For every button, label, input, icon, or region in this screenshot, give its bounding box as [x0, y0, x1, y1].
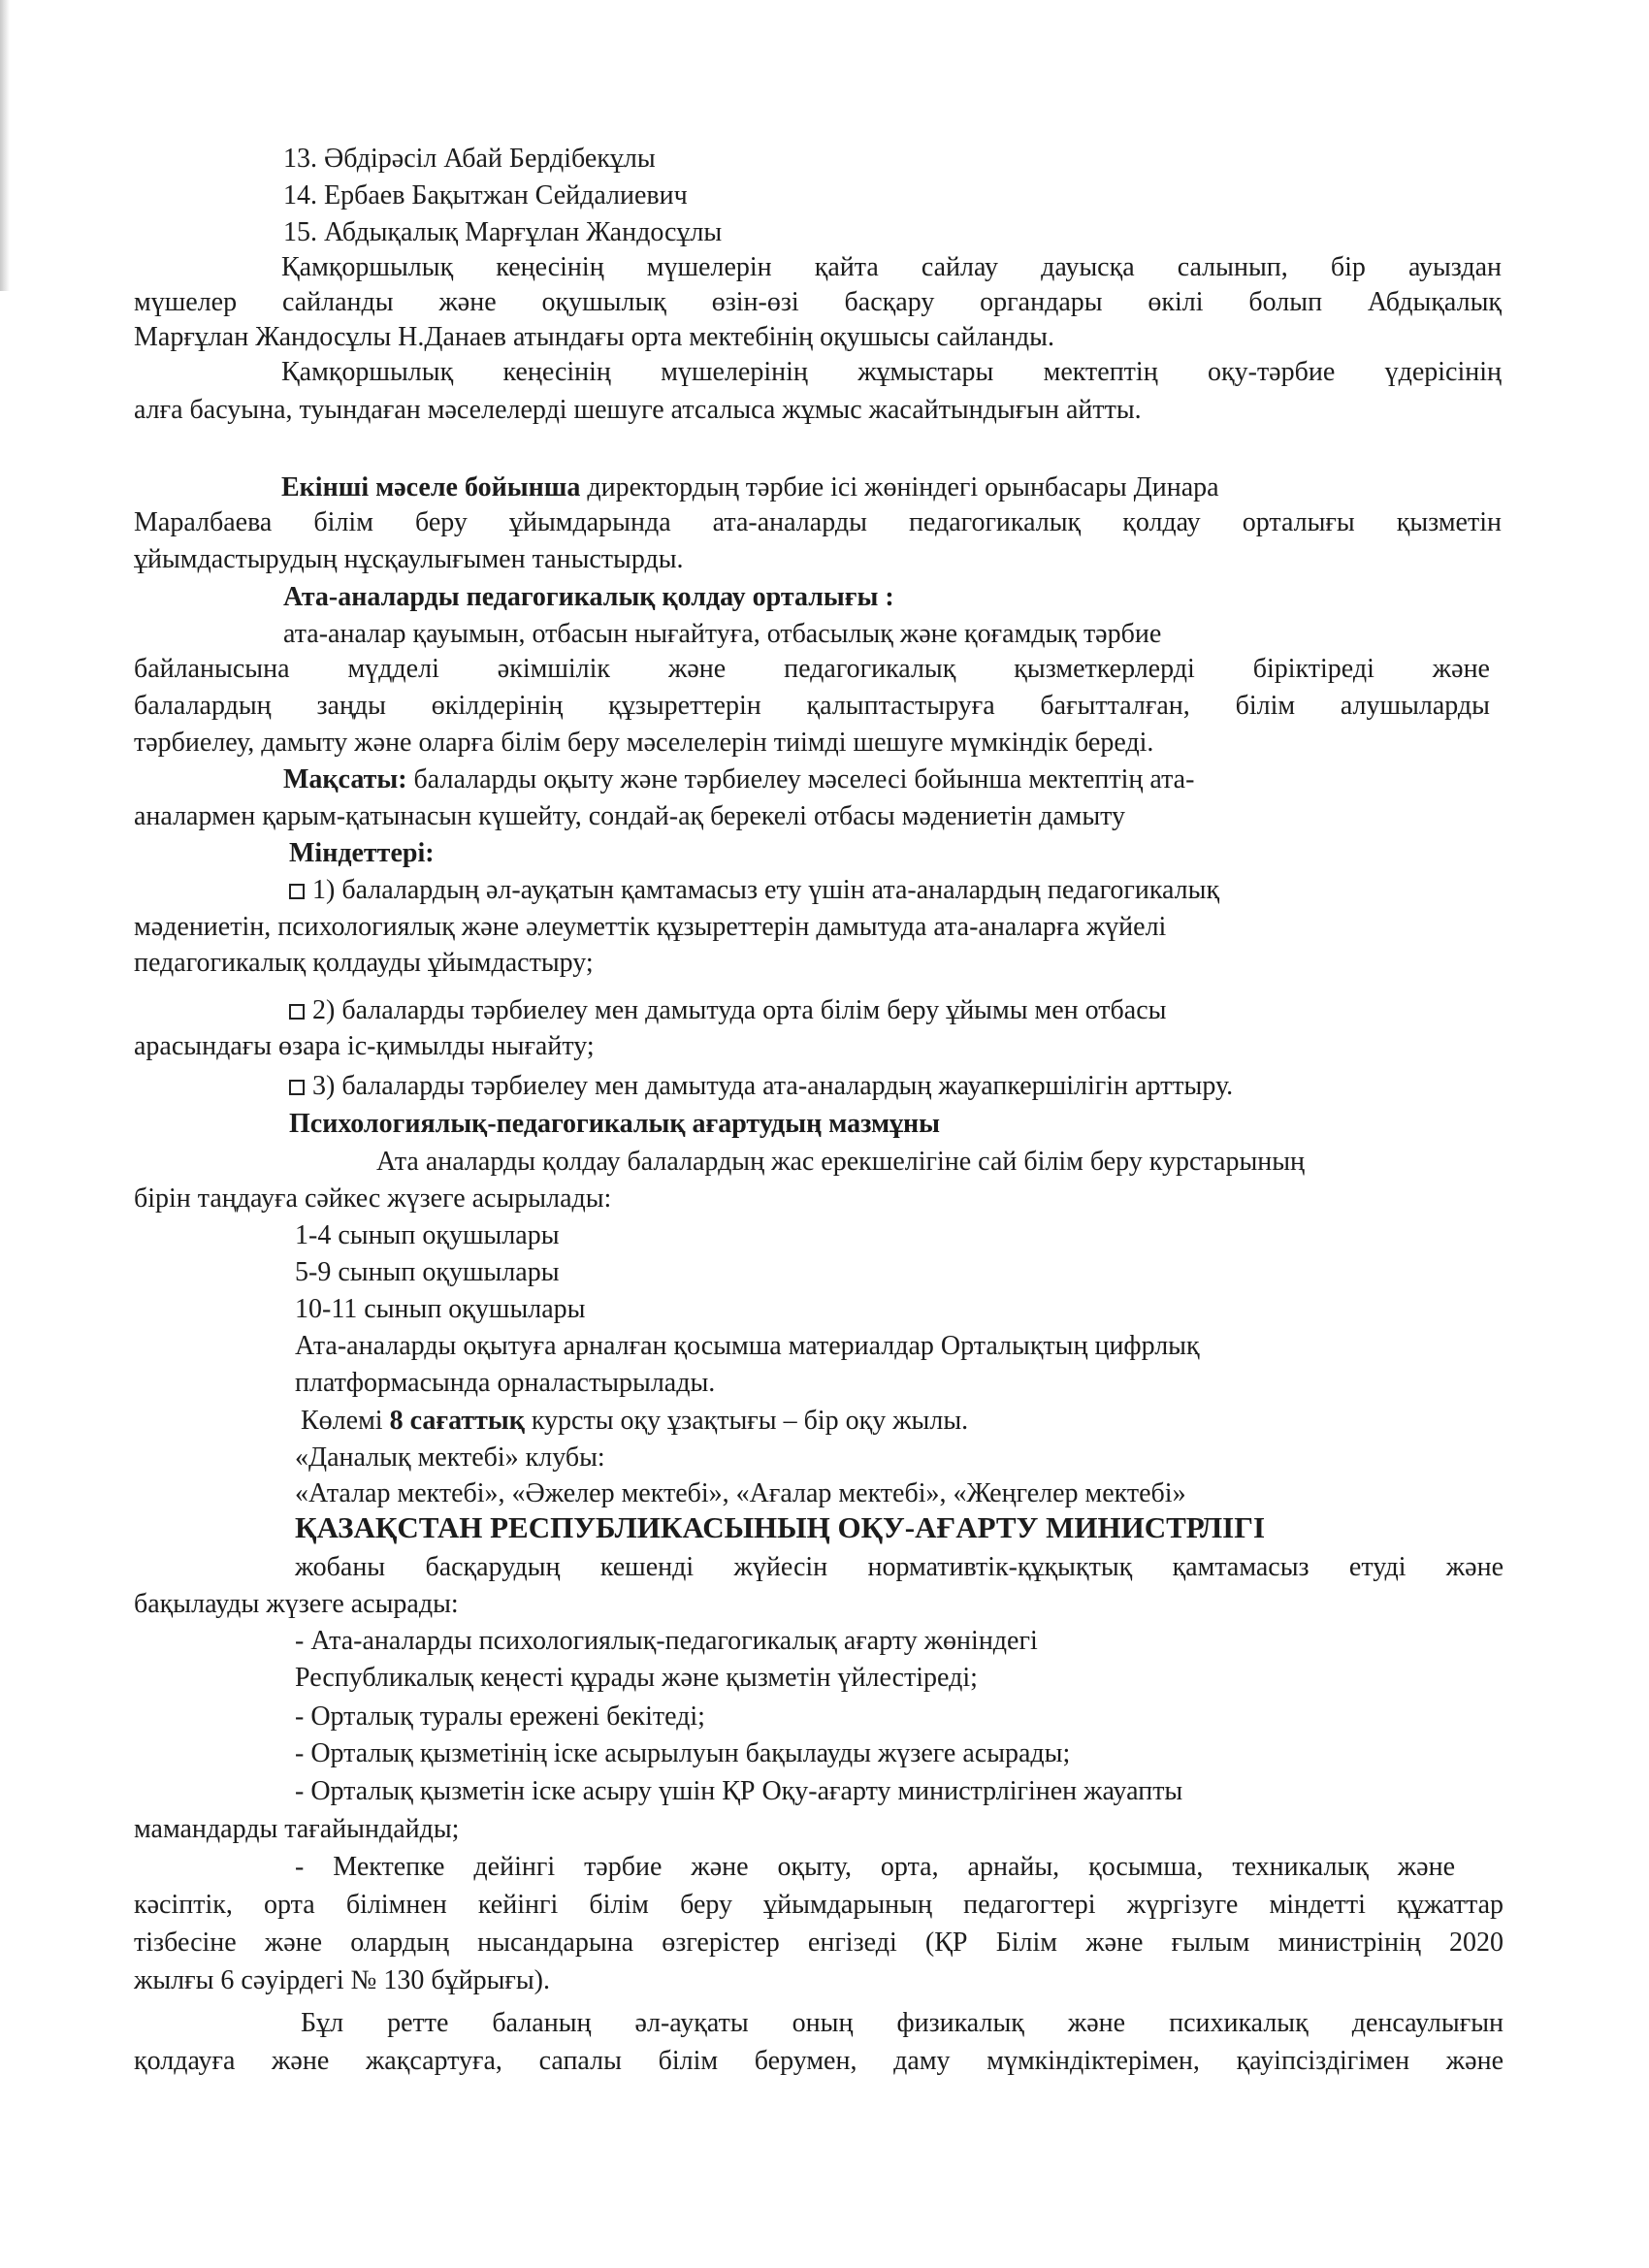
paragraph-line: ұйымдастырудың нұсқаулығымен таныстырды. [134, 544, 684, 574]
task-item [289, 1069, 1233, 1104]
paragraph-line: Ата-аналарды оқытуға арналған қосымша материалдар Орталықтың цифрлық [295, 1331, 1200, 1361]
list-item: 15. Абдықалық Марғұлан Жандосұлы [283, 217, 723, 247]
paragraph-line: Республикалық кеңесті құрады және қызметін үйлестіреді; [295, 1663, 978, 1693]
goal-label: Мақсаты: [283, 764, 407, 794]
bullet-item: - Мектепке дейінгі тәрбие және оқыту, орта, арнайы, қосымша, техникалық және [295, 1852, 1455, 1882]
paragraph-line: «Аталар мектебі», «Әжелер мектебі», «Ағалар мектебі», «Жеңгелер мектебі» [295, 1478, 1186, 1508]
paragraph-line [283, 762, 1194, 797]
section-heading: Ата-аналарды педагогикалық қолдау орталығы : [283, 582, 894, 612]
paragraph-line: Маралбаева білім беру ұйымдарында ата-аналарды педагогикалық қолдау орталығы қызметін [134, 507, 1502, 537]
task-item [289, 993, 1166, 1028]
bullet-item: - Ата-аналарды психологиялық-педагогикалық ағарту жөніндегі [295, 1626, 1038, 1656]
paragraph-line: кәсіптік, орта білімнен кейінгі білім беру ұйымдарының педагогтері жүргізуге міндетті құжаттар [134, 1890, 1504, 1920]
checkbox-icon [289, 884, 305, 899]
course-text: Көлемі [301, 1406, 390, 1436]
grade-item: 1-4 сынып оқушылары [295, 1220, 560, 1250]
paragraph-line: жобаны басқарудың кешенді жүйесін нормативтік-құқықтық қамтамасыз етуді және [295, 1552, 1504, 1582]
section-heading: Психологиялық-педагогикалық ағартудың мазмұны [289, 1109, 941, 1139]
bullet-item: - Орталық қызметінің іске асырылуын бақылауды жүзеге асырады; [295, 1738, 1071, 1768]
task-item [289, 873, 1219, 908]
paragraph-line: мамандарды тағайындайды; [134, 1814, 460, 1844]
grade-item: 5-9 сынып оқушылары [295, 1257, 560, 1287]
task-text: 2) балаларды тәрбиелеу мен дамытуда орта білім беру ұйымы мен отбасы [312, 995, 1167, 1025]
paragraph-line: Ата аналарды қолдау балалардың жас ерекшелігіне сай білім беру курстарының [376, 1147, 1306, 1177]
bullet-item: - Орталық қызметін іске асыру үшін ҚР Оқу-ағарту министрлігінен жауапты [295, 1776, 1183, 1806]
paragraph-line: байланысына мүдделі әкімшілік және педагогикалық қызметкерлерді біріктіреді және [134, 654, 1490, 684]
paragraph-line: «Даналық мектебі» клубы: [295, 1442, 605, 1473]
paragraph-line [301, 1404, 968, 1439]
paragraph-line: балалардың заңды өкілдерінің құзыреттерін қалыптастыруға бағытталған, білім алушыларды [134, 691, 1490, 721]
paragraph-line: тәрбиелеу, дамыту және оларға білім беру мәселелерін тиімді шешуге мүмкіндік береді. [134, 728, 1154, 758]
paragraph-line: аналармен қарым-қатынасын күшейту, сондай-ақ берекелі отбасы мәдениетін дамыту [134, 801, 1126, 831]
section-heading: Міндеттері: [289, 838, 435, 868]
paragraph-line: қолдауға және жақсартуға, сапалы білім берумен, даму мүмкіндіктерімен, қауіпсіздігімен және [134, 2046, 1504, 2076]
paragraph-line [281, 470, 1219, 505]
list-item: 13. Әбдірәсіл Абай Бердібекұлы [283, 144, 656, 174]
section-heading: ҚАЗАҚСТАН РЕСПУБЛИКАСЫНЫҢ ОҚУ-АҒАРТУ МИНИСТРЛІГІ [295, 1510, 1266, 1544]
task-text: 3) балаларды тәрбиелеу мен дамытуда ата-аналардың жауапкершілігін арттыру. [312, 1071, 1234, 1101]
paragraph-line: педагогикалық қолдауды ұйымдастыру; [134, 948, 594, 978]
course-hours: 8 сағаттық [389, 1406, 525, 1436]
paragraph-line: мүшелер сайланды және оқушылық өзін-өзі басқару органдары өкілі болып Абдықалық [134, 287, 1502, 317]
paragraph-text: директордың тәрбие ісі жөніндегі орынбасары Динара [580, 472, 1219, 502]
scan-edge-shadow [0, 0, 10, 291]
paragraph-line: Қамқоршылық кеңесінің мүшелерінің жұмыстары мектептің оқу-тәрбие үдерісінің [281, 357, 1502, 387]
task-text: 1) балалардың әл-ауқатын қамтамасыз ету үшін ата-аналардың педагогикалық [312, 875, 1220, 905]
paragraph-line: ата-аналар қауымын, отбасын нығайтуға, отбасылық және қоғамдық тәрбие [283, 619, 1162, 649]
paragraph-line: алға басуына, туындаған мәселелерді шешуге атсалыса жұмыс жасайтындығын айтты. [134, 395, 1142, 425]
checkbox-icon [289, 1004, 305, 1020]
goal-text: балаларды оқыту және тәрбиелеу мәселесі бойынша мектептің ата- [406, 764, 1195, 794]
checkbox-icon [289, 1080, 305, 1095]
paragraph-line: бірін таңдауға сәйкес жүзеге асырылады: [134, 1183, 612, 1214]
paragraph-line: Бұл ретте баланың әл-ауқаты оның физикалық және психикалық денсаулығын [301, 2008, 1504, 2038]
paragraph-line: Марғұлан Жандосұлы Н.Данаев атындағы орта мектебінің оқушысы сайланды. [134, 322, 1054, 352]
grade-item: 10-11 сынып оқушылары [295, 1294, 586, 1324]
paragraph-line: тізбесіне және олардың нысандарына өзгерістер енгізеді (ҚР Білім және ғылым министрінің 2020 [134, 1928, 1504, 1958]
paragraph-line: мәдениетін, психологиялық және әлеуметтік құзыреттерін дамытуда ата-аналарға жүйелі [134, 912, 1167, 942]
paragraph-line: жылғы 6 сәуірдегі № 130 бұйрығы). [134, 1965, 551, 1995]
paragraph-line: бақылауды жүзеге асырады: [134, 1589, 459, 1619]
paragraph-line: арасындағы өзара іс-қимылды нығайту; [134, 1031, 595, 1061]
bullet-item: - Орталық туралы ережені бекітеді; [295, 1701, 705, 1732]
paragraph-line: платформасында орналастырылады. [295, 1368, 716, 1398]
bold-lead: Екінші мәселе бойынша [281, 472, 581, 502]
list-item: 14. Ербаев Бақытжан Сейдалиевич [283, 180, 688, 211]
course-text: курсты оқу ұзақтығы – бір оқу жылы. [524, 1406, 969, 1436]
paragraph-line: Қамқоршылық кеңесінің мүшелерін қайта сайлау дауысқа салынып, бір ауыздан [281, 252, 1502, 282]
